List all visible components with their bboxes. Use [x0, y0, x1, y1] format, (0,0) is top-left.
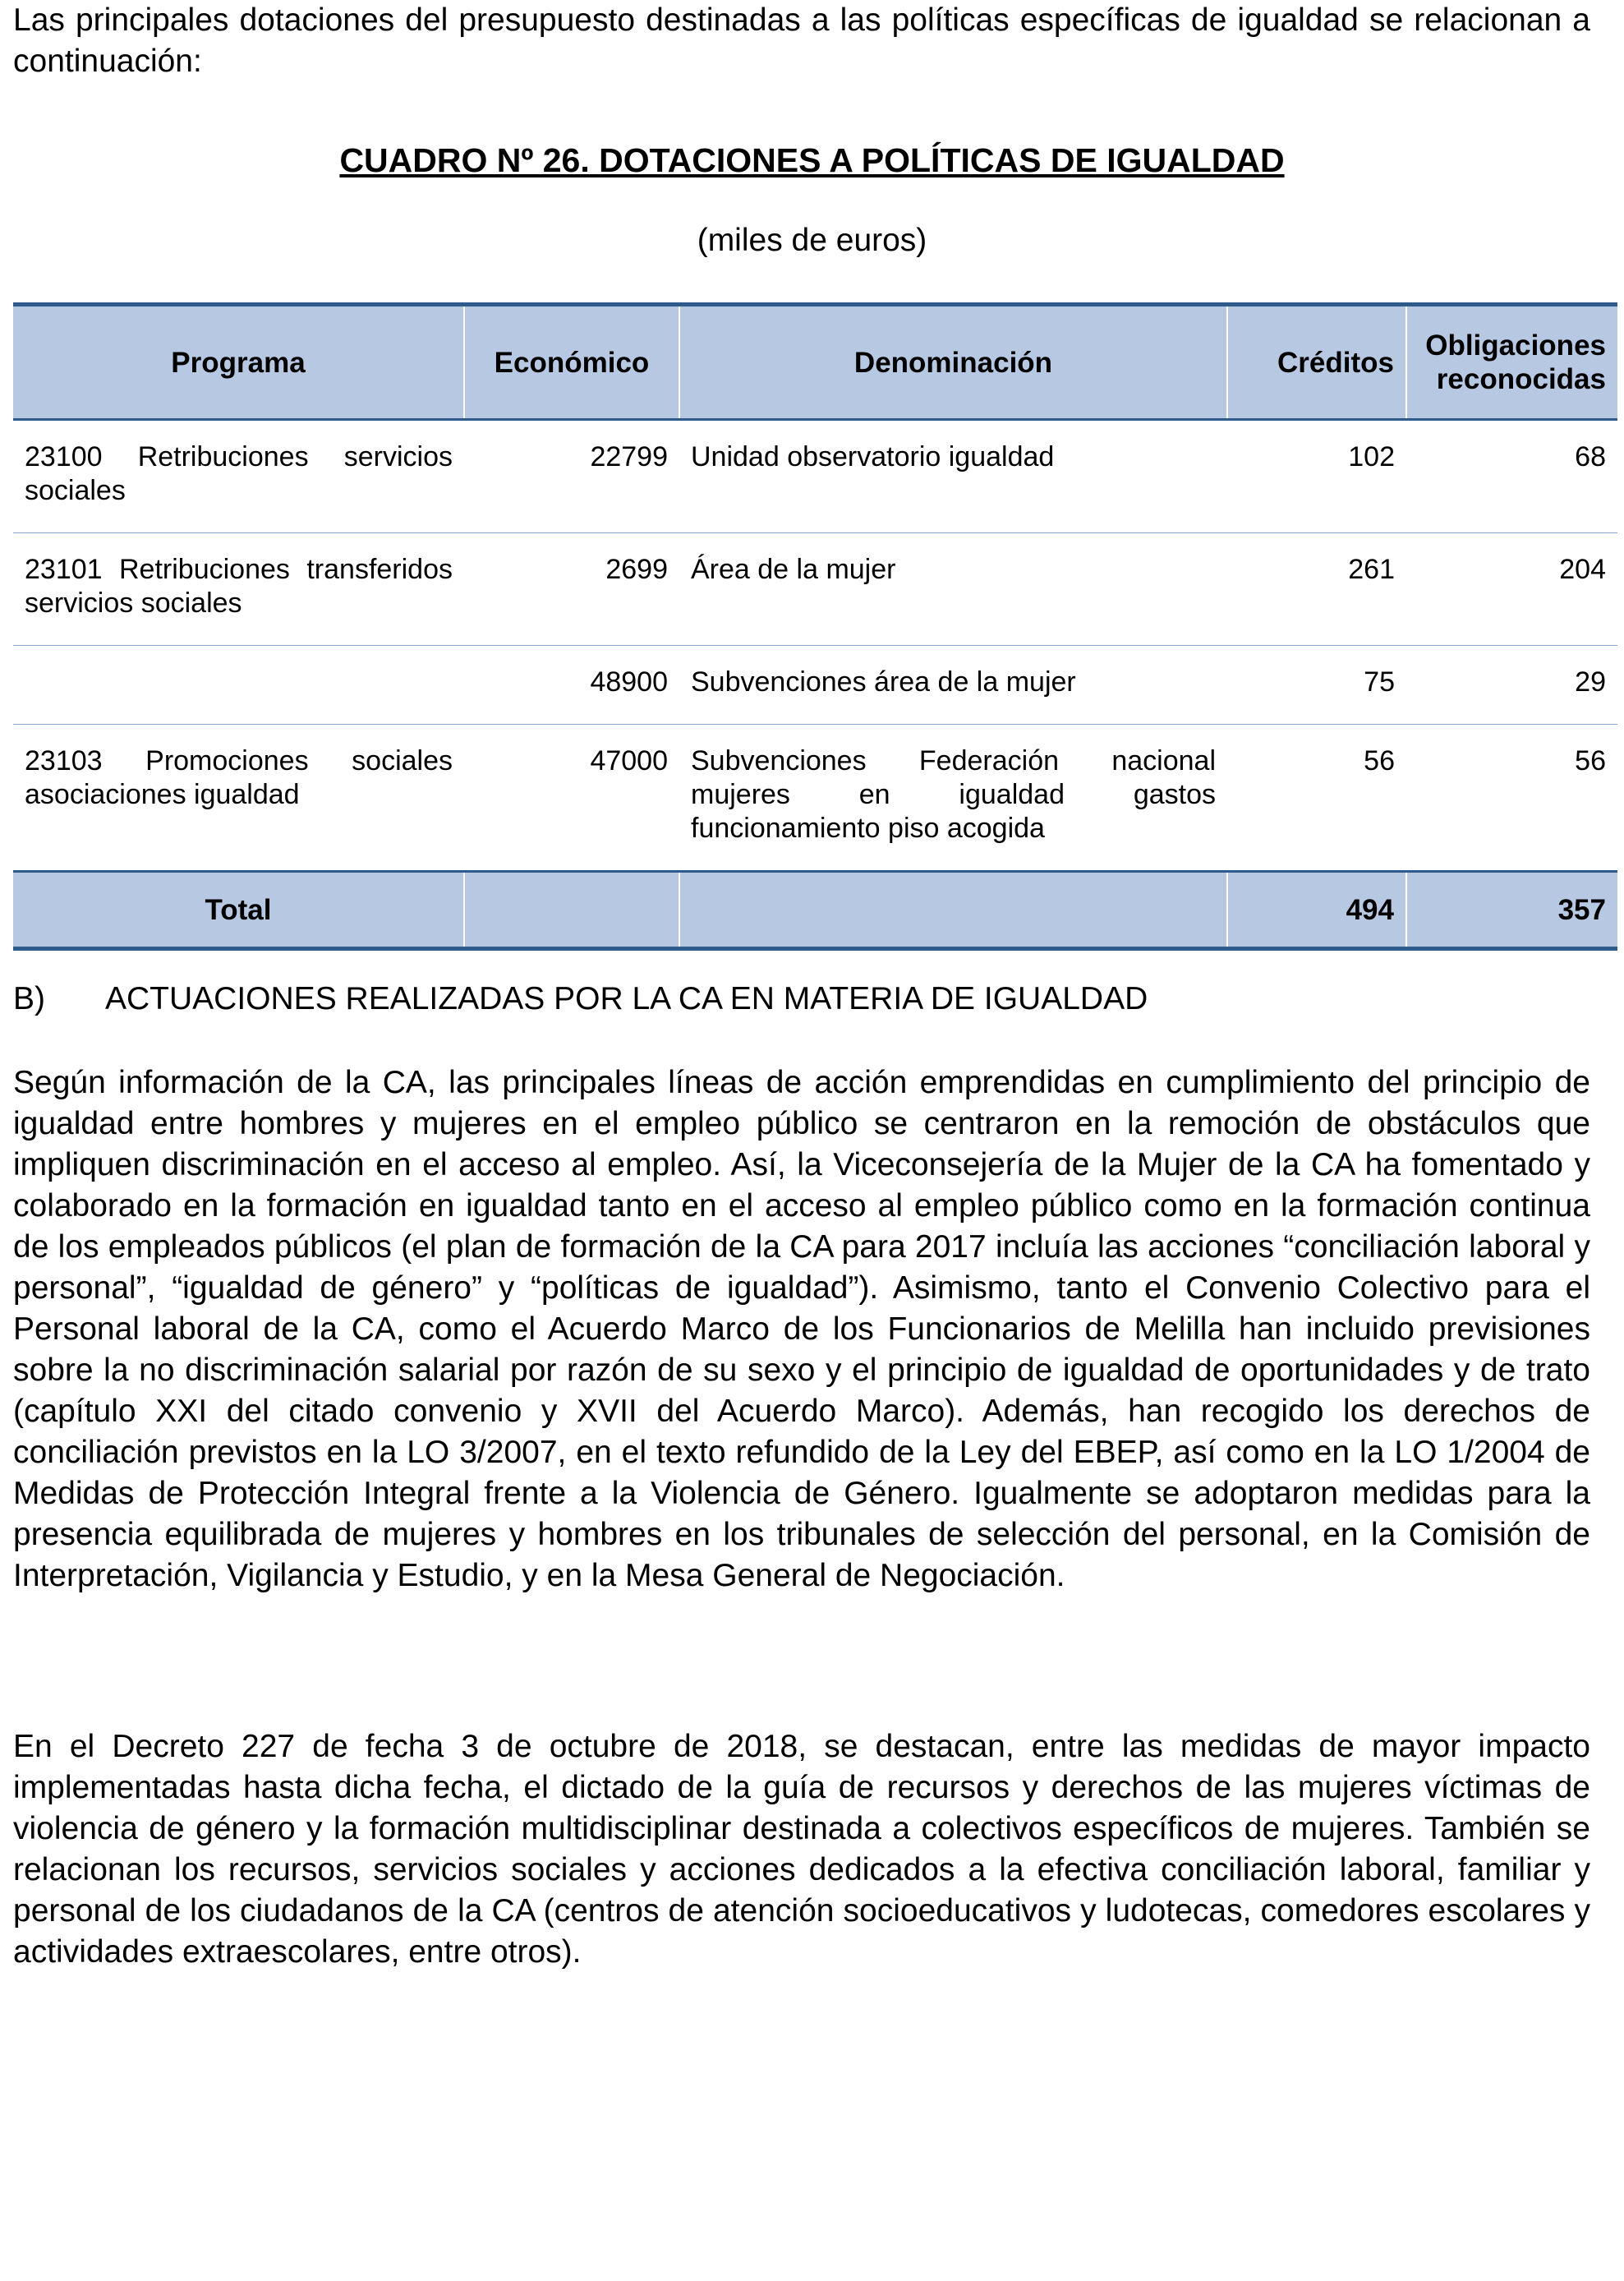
cell-denominacion: Subvenciones Federación nacional mujeres en igualdad gastos funcionamiento piso acogida: [691, 745, 1216, 844]
header-creditos: Créditos: [1227, 305, 1406, 420]
total-empty-economico: [464, 872, 679, 949]
body-paragraph-1: Según información de la CA, las principales líneas de acción emprendidas en cumplimiento del principio de igualdad entre hombres y mujeres en el empleo público se centraron en la remoción de obstáculos que impliquen discriminación en el acceso al empleo. Así, la Viceconsejería de la Mujer de la CA ha fomentado y colaborado en la formación en igualdad tanto en el acceso al empleo público como en la formación continua de los empleados públicos (el plan de formación de la CA para 2017 incluía las acciones “conciliación laboral y personal”, “igualdad de género” y “políticas de igualdad”). Asimismo, tanto el Convenio Colectivo para el Personal laboral de la CA, como el Acuerdo Marco de los Funcionarios de Melilla han incluido previsiones sobre la no discriminación salarial por razón de su sexo y el principio de igualdad de oportunidades y de trato (capítulo XXI del citado convenio y XVII del Acuerdo Marco). Además, han recogido los derechos de conciliación previstos en la LO 3/2007, en el texto refundido de la Ley del EBEP, así como en la LO 1/2004 de Medidas de Protección Integral frente a la Violencia de Género. Igualmente se adoptaron medidas para la presencia equilibrada de mujeres y hombres en los tribunales de selección del personal, en la Comisión de Interpretación, Vigilancia y Estudio, y en la Mesa General de Negociación.: [13, 1065, 1590, 1593]
header-programa: Programa: [13, 305, 464, 420]
cell-programa: 23100 Retribuciones servicios sociales: [13, 420, 464, 533]
total-label: Total: [13, 872, 464, 949]
budget-table: [13, 302, 1617, 951]
table-total-row: [13, 872, 1617, 949]
cell-denominacion: Área de la mujer: [679, 533, 1227, 646]
cell-economico: 47000: [590, 745, 668, 776]
cell-programa: [13, 646, 464, 725]
intro-paragraph: Las principales dotaciones del presupuesto destinadas a las políticas específicas de igualdad se relacionan a continuación:: [13, 2, 1590, 79]
body-paragraph-2: En el Decreto 227 de fecha 3 de octubre de 2018, se destacan, entre las medidas de mayor impacto implementadas hasta dicha fecha, el dictado de la guía de recursos y derechos de las mujeres víctimas de violencia de género y la formación multidisciplinar destinada a colectivos específicos de mujeres. También se relacionan los recursos, servicios sociales y acciones dedicados a la efectiva conciliación laboral, familiar y personal de los ciudadanos de la CA (centros de atención socioeducativos y ludotecas, comedores escolares y actividades extraescolares, entre otros).: [13, 1729, 1590, 1970]
total-creditos: 494: [1227, 872, 1406, 949]
table-row: [13, 646, 1617, 725]
total-empty-denominacion: [679, 872, 1227, 949]
section-letter: B): [13, 981, 45, 1016]
cell-obligaciones: 204: [1406, 533, 1617, 646]
cell-economico: 22799: [464, 420, 679, 533]
header-economico: Económico: [464, 305, 679, 420]
cell-obligaciones: 56: [1575, 745, 1606, 776]
table-subtitle: (miles de euros): [697, 223, 927, 258]
cell-programa: 23103 Promociones sociales asociaciones igualdad: [25, 745, 453, 810]
total-obligaciones: 357: [1406, 872, 1617, 949]
cell-programa: 23101 Retribuciones transferidos servicios sociales: [13, 533, 464, 646]
table-row: [13, 725, 1617, 872]
section-title: ACTUACIONES REALIZADAS POR LA CA EN MATERIA DE IGUALDAD: [105, 981, 1148, 1016]
table-header-row: [13, 305, 1617, 420]
cell-obligaciones: 29: [1406, 646, 1617, 725]
cell-obligaciones: 68: [1406, 420, 1617, 533]
cell-creditos: 102: [1227, 420, 1406, 533]
cell-economico: 2699: [464, 533, 679, 646]
cell-creditos: 75: [1227, 646, 1406, 725]
table-title: CUADRO Nº 26. DOTACIONES A POLÍTICAS DE IGUALDAD: [339, 141, 1285, 179]
cell-economico: 48900: [464, 646, 679, 725]
section-heading: [13, 976, 1148, 1022]
header-denominacion: Denominación: [679, 305, 1227, 420]
table-row: [13, 420, 1617, 533]
table-row: [13, 533, 1617, 646]
cell-creditos: 261: [1227, 533, 1406, 646]
cell-creditos: 56: [1364, 745, 1395, 776]
cell-denominacion: Unidad observatorio igualdad: [679, 420, 1227, 533]
header-obligaciones: Obligaciones reconocidas: [1406, 305, 1617, 420]
cell-denominacion: Subvenciones área de la mujer: [679, 646, 1227, 725]
